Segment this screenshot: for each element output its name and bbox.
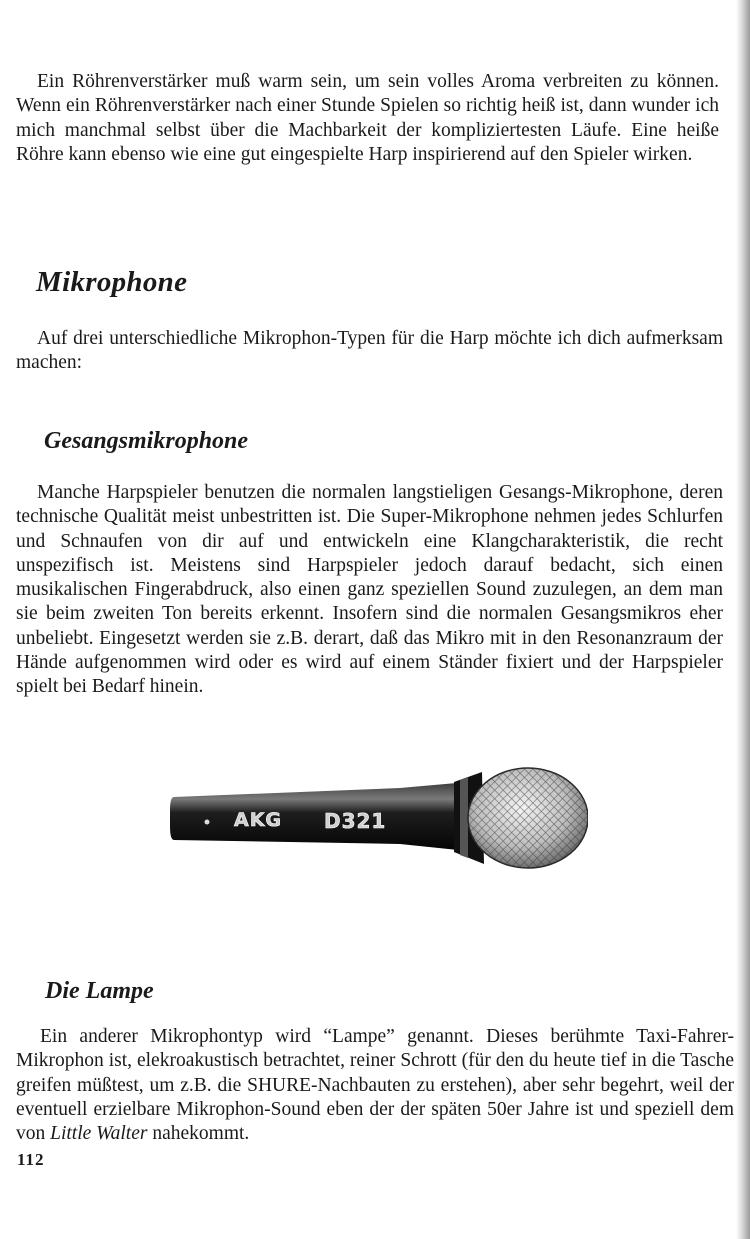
subheading-die-lampe: Die Lampe xyxy=(45,978,154,1004)
lampe-paragraph xyxy=(16,1025,734,1146)
page-edge-shadow xyxy=(736,0,750,1239)
section-heading-mikrophone: Mikrophone xyxy=(36,266,188,298)
gesangsmikrophone-paragraph: Manche Harpspieler benutzen die normalen langstieligen Gesangs-Mikrophone, deren technische Qualität meist unbestritten ist. Die Super-Mikrophone nehmen jedes Schlurfen und Schnaufen von dir auf und entwickeln eine Klangcharakteristik, die recht unspezifisch ist. Meistens sind Harpspieler jedoch darauf bedacht, sich einen musikalischen Fingerabdruck, also einen ganz speziellen Sound zuzulegen, an dem man sie beim zweiten Ton bereits erkennt. Insofern sind die normalen Gesangsmikros eher unbeliebt. Eingesetzt werden sie z.B. derart, daß das Mikro mit in den Resonanzraum der Hände aufgenommen wird oder es wird auf einem Ständer fixiert und der Harpspieler spielt bei Bedarf hinein. xyxy=(16,482,723,698)
subheading-gesangsmikrophone: Gesangsmikrophone xyxy=(44,428,249,454)
page-number: 112 xyxy=(17,1150,45,1169)
lampe-text-after: nahekommt. xyxy=(152,1123,250,1145)
intro-paragraph: Ein Röhrenverstärker muß warm sein, um sein volles Aroma verbreiten zu können. Wenn ein Röhrenverstärker nach einer Stunde Spielen so richtig heiß ist, dann wunder ich mich manchmal selbst über die Machbarkeit der kompliziertesten Läufe. Eine heiße Röhre kann ebenso wie eine gut eingespielte Harp inspirierend auf den Spieler wirken. xyxy=(16,71,719,165)
little-walter-name: Little Walter xyxy=(50,1123,148,1145)
microphone-photo xyxy=(168,760,588,884)
mic-model-label: D321 xyxy=(324,809,387,833)
mic-brand-label: AKG xyxy=(234,809,283,831)
lampe-text-before: Ein anderer Mikrophontyp wird “Lampe” genannt. Dieses berühmte Taxi-Fahrer-Mikrophon ist, elekroakustisch betrachtet, reiner Schrott (für den du heute tief in die Tasche greifen müßtest, um z.B. die SHURE-Nachbauten zu erstehen), aber sehr begehrt, weil der eventuell erzielbare Mikrophon-Sound eben der der späten 50er Jahre ist und speziell dem von xyxy=(16,1026,734,1145)
mikrophone-intro-paragraph: Auf drei unterschiedliche Mikrophon-Typen für die Harp möchte ich dich aufmerksam machen: xyxy=(16,328,723,374)
